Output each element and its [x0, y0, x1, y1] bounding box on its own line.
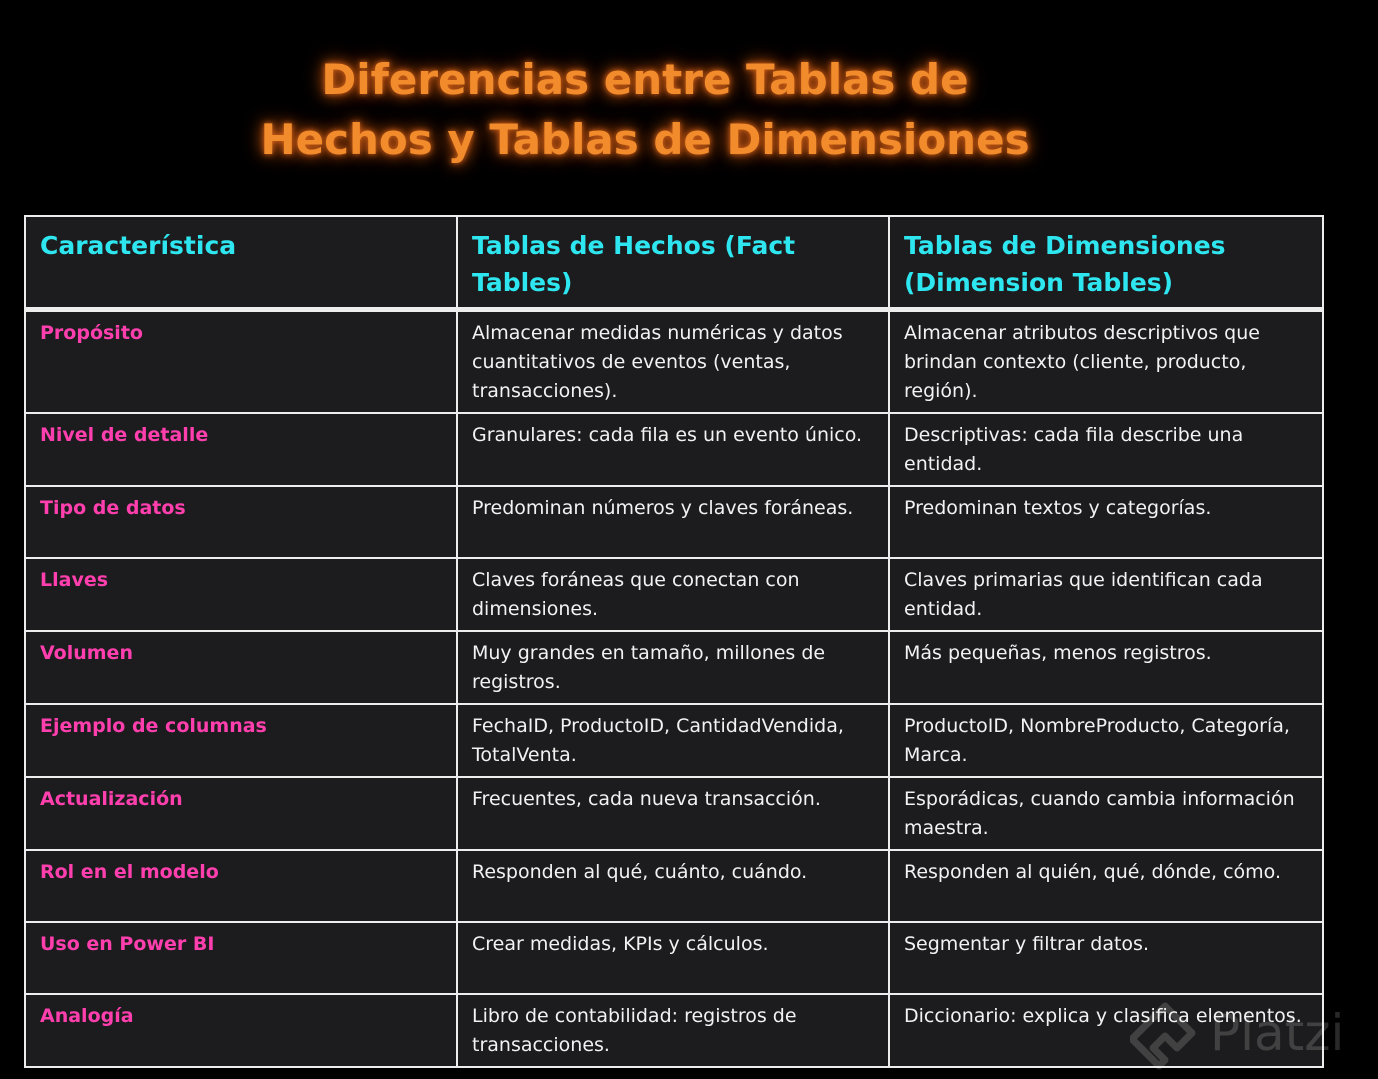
row-fact-cell: Muy grandes en tamaño, millones de registros. — [457, 631, 889, 704]
row-fact-cell: Almacenar medidas numéricas y datos cuantitativos de eventos (ventas, transacciones). — [457, 310, 889, 414]
table-row — [25, 631, 1323, 704]
row-dimension-cell: Predominan textos y categorías. — [889, 486, 1323, 558]
row-fact-cell: Libro de contabilidad: registros de transacciones. — [457, 994, 889, 1067]
row-dimension-cell: Segmentar y filtrar datos. — [889, 922, 1323, 994]
table-row — [25, 850, 1323, 922]
row-dimension-cell: Responden al quién, qué, dónde, cómo. — [889, 850, 1323, 922]
table-row — [25, 704, 1323, 777]
row-fact-cell: Responden al qué, cuánto, cuándo. — [457, 850, 889, 922]
row-feature-cell: Ejemplo de columnas — [25, 704, 457, 777]
row-fact-cell: Frecuentes, cada nueva transacción. — [457, 777, 889, 850]
table-row — [25, 922, 1323, 994]
column-header-feature: Característica — [25, 216, 457, 310]
row-dimension-cell: ProductoID, NombreProducto, Categoría, Marca. — [889, 704, 1323, 777]
row-dimension-cell: Descriptivas: cada fila describe una entidad. — [889, 413, 1323, 486]
table-row — [25, 310, 1323, 414]
table-row — [25, 777, 1323, 850]
row-feature-cell: Analogía — [25, 994, 457, 1067]
row-dimension-cell: Más pequeñas, menos registros. — [889, 631, 1323, 704]
row-feature-cell: Uso en Power BI — [25, 922, 457, 994]
page-title — [0, 50, 1290, 170]
row-dimension-cell: Diccionario: explica y clasifica elementos. — [889, 994, 1323, 1067]
page-title-line2: Hechos y Tablas de Dimensiones — [260, 115, 1030, 164]
column-header-fact-tables: Tablas de Hechos (Fact Tables) — [457, 216, 889, 310]
row-fact-cell: Crear medidas, KPIs y cálculos. — [457, 922, 889, 994]
row-feature-cell: Propósito — [25, 310, 457, 414]
row-dimension-cell: Esporádicas, cuando cambia información maestra. — [889, 777, 1323, 850]
table-row — [25, 558, 1323, 631]
table-header-row — [25, 216, 1323, 310]
table-row — [25, 994, 1323, 1067]
comparison-table-container — [24, 215, 1322, 1068]
row-feature-cell: Llaves — [25, 558, 457, 631]
row-feature-cell: Rol en el modelo — [25, 850, 457, 922]
row-feature-cell: Nivel de detalle — [25, 413, 457, 486]
row-fact-cell: Granulares: cada fila es un evento único. — [457, 413, 889, 486]
row-dimension-cell: Claves primarias que identifican cada entidad. — [889, 558, 1323, 631]
row-fact-cell: Claves foráneas que conectan con dimensiones. — [457, 558, 889, 631]
row-feature-cell: Actualización — [25, 777, 457, 850]
row-feature-cell: Volumen — [25, 631, 457, 704]
row-feature-cell: Tipo de datos — [25, 486, 457, 558]
comparison-table — [24, 215, 1324, 1068]
row-fact-cell: FechaID, ProductoID, CantidadVendida, TotalVenta. — [457, 704, 889, 777]
page-title-line1: Diferencias entre Tablas de — [321, 55, 969, 104]
table-row — [25, 413, 1323, 486]
column-header-dimension-tables: Tablas de Dimensiones (Dimension Tables) — [889, 216, 1323, 310]
table-row — [25, 486, 1323, 558]
row-dimension-cell: Almacenar atributos descriptivos que brindan contexto (cliente, producto, región). — [889, 310, 1323, 414]
row-fact-cell: Predominan números y claves foráneas. — [457, 486, 889, 558]
